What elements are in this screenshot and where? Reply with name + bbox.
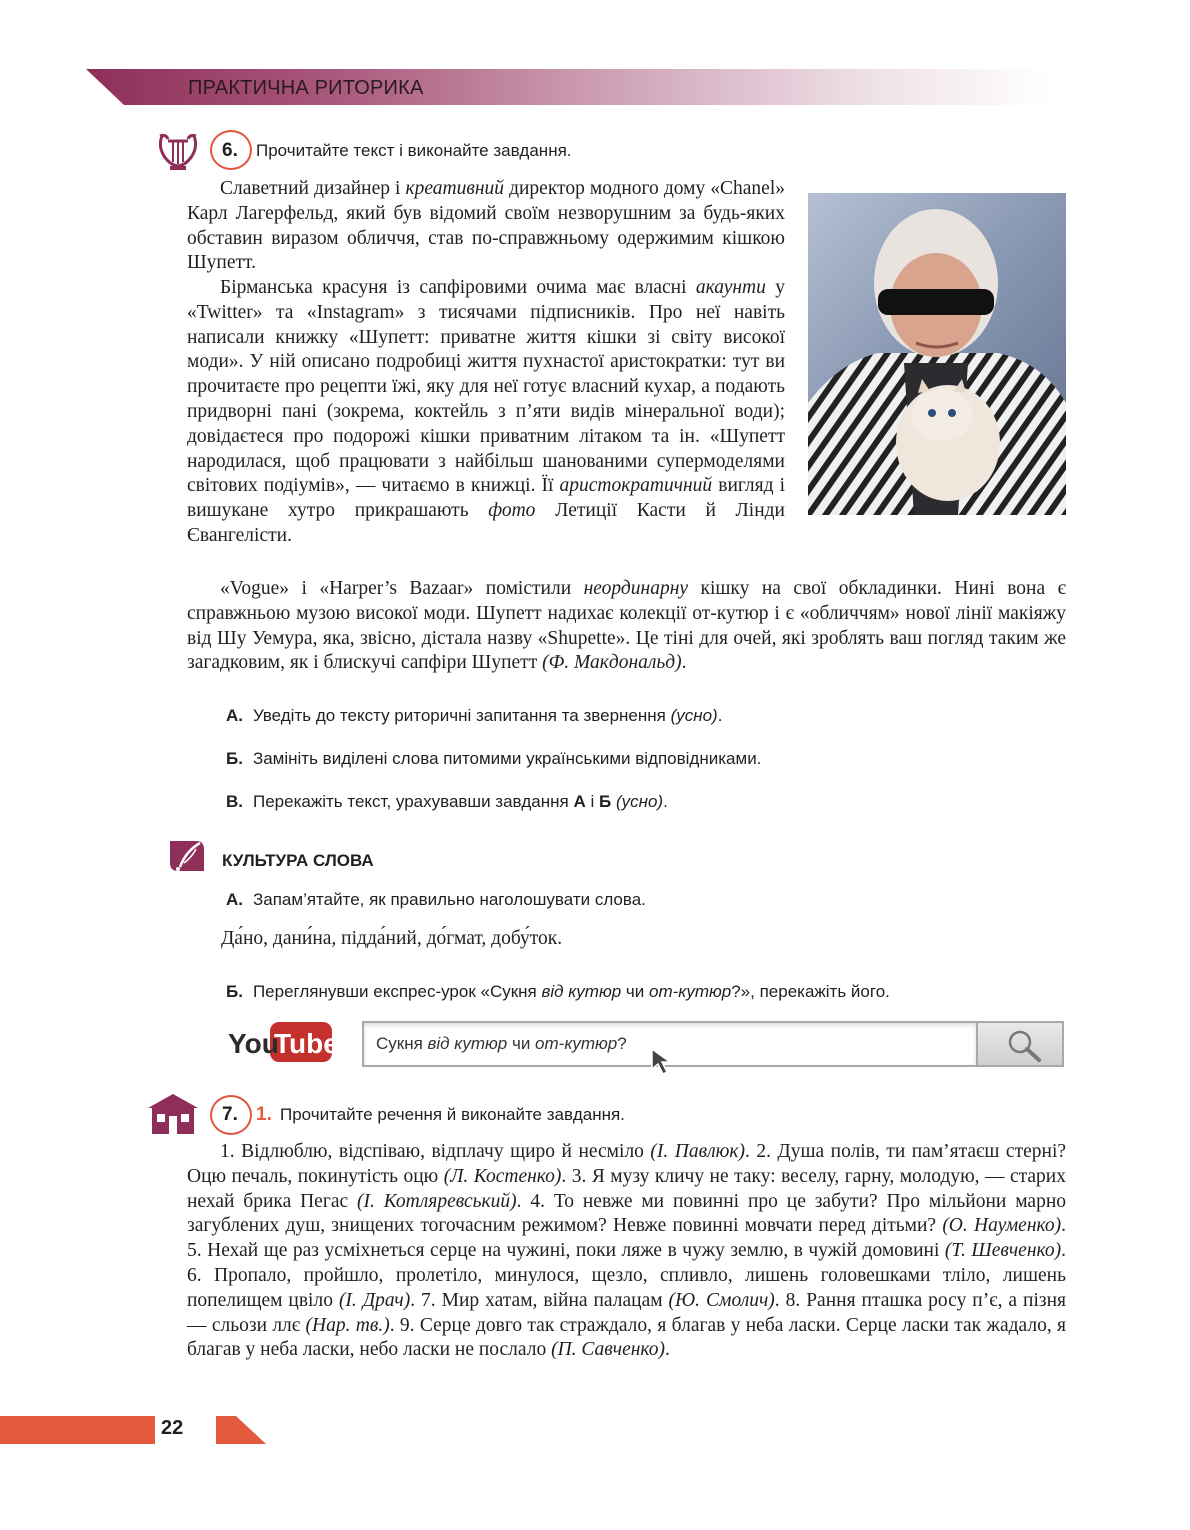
text-run: чи [507,1034,536,1053]
text-run: Уведіть до тексту риторичні запитання та звернення [253,706,671,725]
text-run: Переглянувши експрес-урок «Сукня [252,982,542,1001]
task-6-paragraph-2 [187,276,785,549]
italic-run: акаунти [695,277,766,298]
italic-run: (П. Савченко) [551,1339,666,1361]
text-run: і [585,792,599,811]
italic-run: (Ю. Смолич) [668,1289,775,1311]
italic-run: від кутюр [541,982,622,1001]
italic-run: от-кутюр [535,1034,618,1053]
text-run: Запам’ятайте, як правильно наголошувати слова. [253,890,646,909]
italic-run: аристократичний [559,475,713,497]
portrait-photo [808,193,1066,515]
task-6-item-b [226,749,761,769]
text-run: «Vogue» і «Harper’s Bazaar» помістили [220,578,584,599]
task-7-number: 7. [222,1104,238,1125]
accent-words: Да́но, дани́на, підда́ний, до́гмат, добу́ток. [221,928,563,949]
youtube-logo-you: You [228,1028,279,1059]
text-run: . 3. Я музу кличу не таку: веселу, гарну, молодую, — старих нехай брика Пегас [187,1165,1066,1212]
italic-run: (усно) [615,792,664,811]
item-letter: Б. [226,982,243,1001]
text-run: . 7. Мир хатам, війна палацам [410,1289,669,1311]
video-search-input[interactable] [362,1021,978,1067]
text-run: Сукня [376,1034,428,1053]
item-letter: Б. [226,749,243,768]
text-run: . 8. Рання пташка росу п’є, а пізня — сльози ллє [187,1289,1067,1336]
task-6-title: Прочитайте текст і виконайте завдання. [256,141,572,160]
italic-run: (Л. Костенко) [443,1165,562,1187]
quill-icon [166,837,208,877]
text-run: . 9. Серце довго так страждало, я благав у неба ласки. Серце ласки так жадало, я благав у неба ласки, небо ласки не послало [187,1314,1067,1361]
text-run: . 2. Душа полів, ти пам’ятаєш стерні? Оцю печаль, покинутість оцю [187,1141,1067,1187]
italic-run: від кутюр [427,1034,508,1053]
culture-section-title: КУЛЬТУРА СЛОВА [222,851,374,870]
youtube-logo[interactable] [226,1020,334,1064]
text-run: Бірманська красуня із сапфіровими очима має власні [220,277,696,298]
text-run: у «Twitter» та «Instagram» з тисячами підписників. Про неї навіть написали книжку «Шупетт: приватне життя кішки зі світу високої моди». У ній описано подробиці життя пухнастої аристократки: тут ви прочитаєте про рецепти їжі, яку для неї готує власний кухар, а подають придворні пані (зокрема, коктейль з п’яти видів мінеральної води); довідаєтеся про подорожі кішки приватним літаком та ін. «Шупетт народилася, щоб працювати з найбільш шанованими супермоделями світових подіумів», — читаємо в книжці. Її [187,277,785,497]
footer-bar [0,1416,155,1444]
culture-item-b [226,982,890,1002]
item-letter: В. [226,792,243,811]
item-letter: А. [226,890,243,909]
cursor-icon [650,1047,676,1082]
task-7-sub-number: 1. [256,1104,272,1125]
footer-arrow [216,1416,266,1444]
search-icon [1006,1029,1042,1068]
task-7-sentences [187,1140,1066,1363]
search-button[interactable] [978,1021,1064,1067]
text-run: . 6. Пропало, пройшло, пролетіло, минулося, щезло, спливло, лишень головешками тліло, лишень попелищем цвіло [187,1240,1066,1311]
text-run: . [681,652,687,674]
page-number: 22 [161,1417,184,1439]
italic-run: (Ф. Макдональд) [542,652,682,674]
house-icon [146,1092,200,1136]
text-run: директор модного дому «Chanel» Карл Лагерфельд, який був відомий своїм незворушним за будь-яких обставин виразом обличчя, став по-справжньому одержимим кішкою Шупетт. [187,178,785,274]
italic-run: креативний [405,178,505,199]
video-search-query [376,1034,627,1054]
text-run: Перекажіть текст, урахувавши завдання [253,792,574,811]
text-run: ?», перекажіть його. [731,982,890,1001]
text-run: вигляд і вишукане хутро прикрашають [187,475,785,522]
task-6-item-c [226,792,668,812]
task-6-paragraph-3 [187,577,1066,676]
text-run: Замініть виділені слова питомими українськими відповідниками. [252,749,762,768]
page-header-title: ПРАКТИЧНА РИТОРИКА [188,77,424,99]
bold-run: Б [598,792,612,811]
lyre-icon [156,132,200,172]
italic-run: (О. Науменко) [942,1215,1062,1237]
task-6-number: 6. [222,140,238,161]
italic-run: (усно) [670,706,718,725]
text-run: ? [617,1034,627,1053]
text-run: . 5. Нехай ще раз усміхнеться серце на чужині, поки ляже в чужу землю, в чужій домовині [187,1215,1067,1262]
italic-run: (Нар. тв.) [305,1314,390,1336]
task-7-title: Прочитайте речення й виконайте завдання. [280,1105,625,1124]
italic-run: (І. Котляревський) [357,1190,517,1212]
italic-run: (І. Драч) [338,1289,411,1311]
text-run: . 4. То невже ми повинні про це забути? Про мільйони марно загублених душ, знищених тогочасним режимом? Невже повинні мовчати перед дітьми? [187,1190,1067,1237]
italic-run: фото [488,500,536,522]
italic-run: от-кутюр [649,982,732,1001]
task-6-paragraph-1 [187,177,785,276]
text-run: кішку на свої обкладинки. Нині вона є справжньою музою високої моди. Шупетт надихає колекції от-кутюр і є «обличчям» нової лінії макіяжу від Шу Уемура, яка, звісно, дістала назву «Shupette». Це тіні для очей, які зроблять ваш погляд таким же загадковим, як і блискучі сапфіри Шупетт [187,578,1066,674]
bold-run: А [573,792,586,811]
text-run: чи [621,982,650,1001]
italic-run: (Т. Шевченко) [944,1240,1062,1262]
youtube-logo-tube: Tube [274,1028,334,1059]
task-6-item-a [226,706,722,726]
text-run: . [663,792,668,811]
italic-run: (І. Павлюк) [650,1141,745,1162]
text-run: . [717,706,723,725]
text-run: Летиції Касти й Лінди Євангелісти. [187,500,785,546]
text-run: 1. Відлюблю, відспіваю, відплачу щиро й несміло [220,1141,651,1162]
culture-item-a [226,890,646,910]
italic-run: неординарну [583,578,689,599]
text-run: . [665,1339,670,1361]
text-run: Славетний дизайнер і [220,178,406,199]
item-letter: А. [226,706,243,725]
